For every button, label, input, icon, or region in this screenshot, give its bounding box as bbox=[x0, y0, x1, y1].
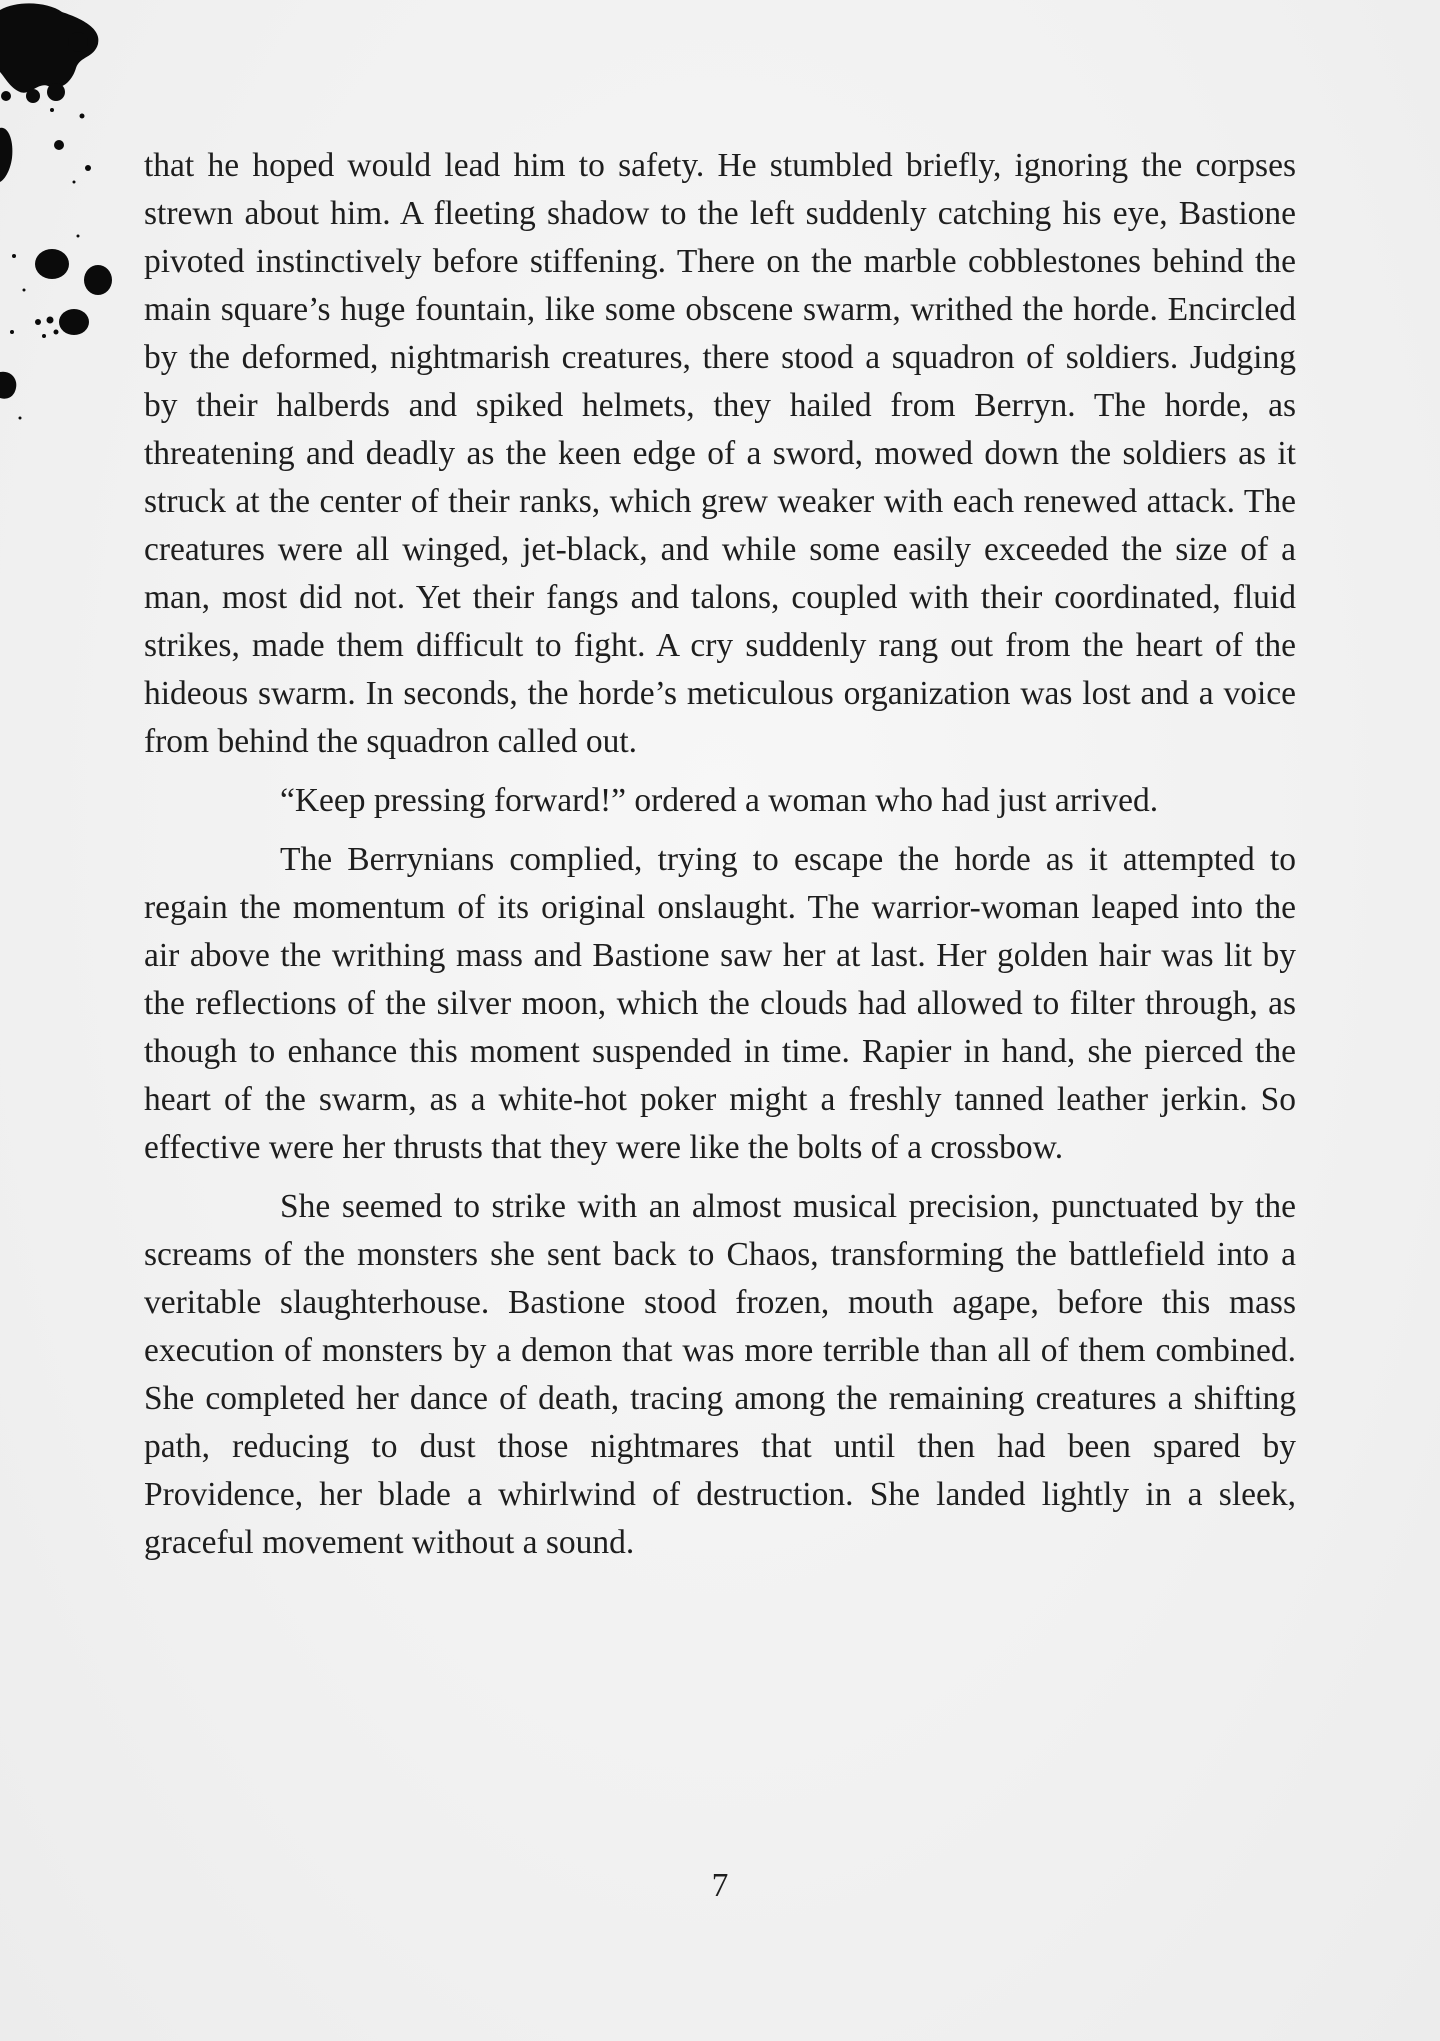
ink-splatter-decoration bbox=[0, 0, 130, 420]
page-number: 7 bbox=[711, 1867, 729, 1904]
body-text bbox=[144, 142, 1296, 1567]
paragraph-3: The Berrynians complied, trying to escape the horde as it attempted to regain the momentum of its original onslaught. The warrior-woman leaped into the air above the writhing mass and Bastione saw her at last. Her golden hair was lit by the reflections of the silver moon, which the clouds had allowed to filter through, as though to enhance this moment suspended in time. Rapier in hand, she pierced the heart of the swarm, as a white-hot poker might a freshly tanned leather jerkin. So effective were her thrusts that they were like the bolts of a crossbow. bbox=[144, 841, 1296, 1166]
paragraph-1: that he hoped would lead him to safety. He stumbled briefly, ignoring the corpses strewn about him. A fleeting shadow to the left suddenly catching his eye, Bastione pivoted instinctively before stiffening. There on the marble cobblestones behind the main square’s huge fountain, like some obscene swarm, writhed the horde. Encircled by the deformed, nightmarish creatures, there stood a squadron of soldiers. Judging by their halberds and spiked helmets, they hailed from Berryn. The horde, as threatening and deadly as the keen edge of a sword, mowed down the soldiers as it struck at the center of their ranks, which grew weaker with each renewed attack. The creatures were all winged, jet-black, and while some easily exceeded the size of a man, most did not. Yet their fangs and talons, coupled with their coordinated, fluid strikes, made them difficult to fight. A cry suddenly rang out from the heart of the hideous swarm. In seconds, the horde’s meticulous organization was lost and a voice from behind the squadron called out. bbox=[144, 147, 1296, 760]
paragraph-2: “Keep pressing forward!” ordered a woman who had just arrived. bbox=[280, 782, 1159, 819]
paragraph-4: She seemed to strike with an almost musical precision, punctuated by the screams of the monsters she sent back to Chaos, transforming the battlefield into a veritable slaughterhouse. Bastione stood frozen, mouth agape, before this mass execution of monsters by a demon that was more terrible than all of them combined. She completed her dance of death, tracing among the remaining creatures a shifting path, reducing to dust those nightmares that until then had been spared by Providence, her blade a whirlwind of destruction. She landed lightly in a sleek, graceful movement without a sound. bbox=[144, 1188, 1296, 1561]
